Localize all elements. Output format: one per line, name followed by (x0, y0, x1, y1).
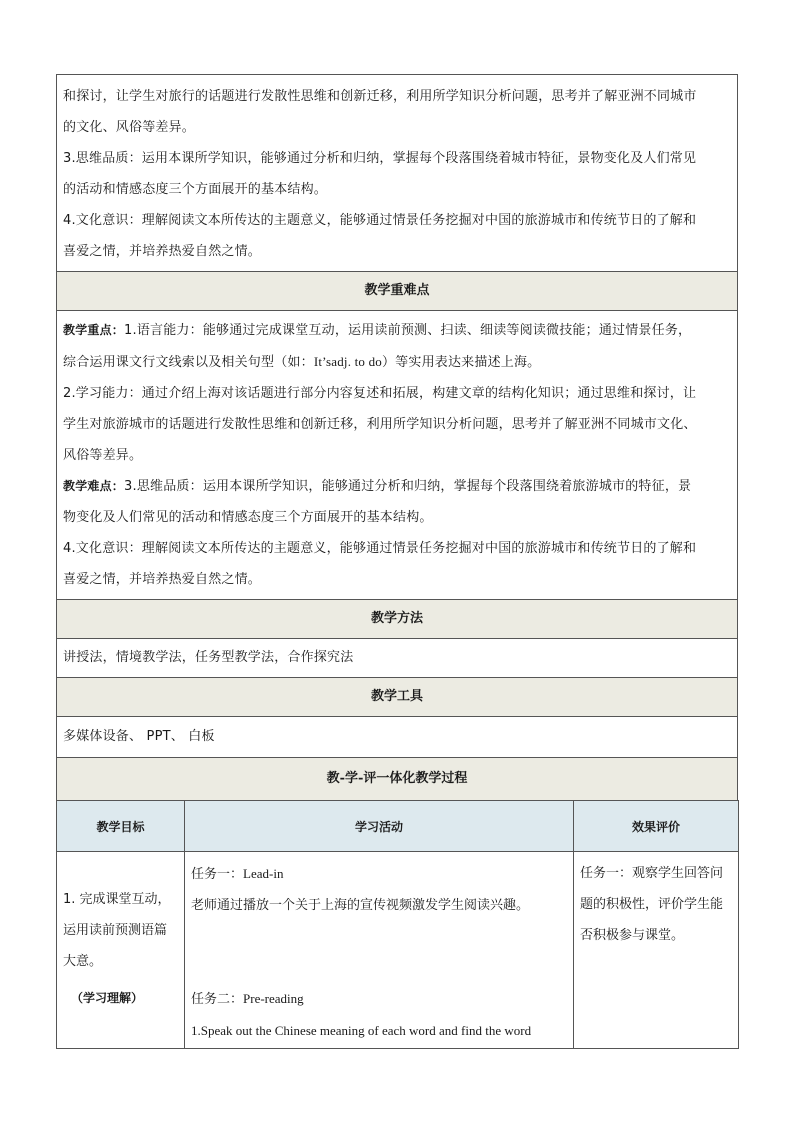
goal-tag: （学习理解） (71, 991, 144, 1005)
text-line (63, 346, 731, 378)
task1-text: 老师通过播放一个关于上海的宣传视频激发学生阅读兴趣。 (191, 898, 530, 913)
text-span: 任务一： (191, 867, 244, 882)
text-line: 大意。 (63, 954, 103, 969)
task2-title (191, 983, 567, 1015)
text-span: ）等实用表达来描述上海。 (381, 355, 541, 370)
text-span: Pre-reading (243, 991, 304, 1006)
text-span: 综合运用课文行文线索以及相关句型（如： (63, 355, 314, 370)
text-span: 3.思维品质：运用本课所学知识，能够通过分析和归纳，掌握每个段落围绕着旅游城市的特征，景 (124, 479, 692, 494)
col-eval-header: 效果评价 (574, 801, 739, 852)
text-span: 1.语言能力：能够通过完成课堂互动，运用读前预测、扫读、细读等阅读微技能；通过情景任务， (124, 323, 692, 338)
sentence-pattern: It’sadj. to do (313, 354, 382, 369)
tools-text: 多媒体设备、 PPT、 白板 (56, 716, 738, 757)
process-table (56, 800, 739, 1049)
table-row (57, 852, 739, 1049)
text-line: 2.学习能力：通过介绍上海对该话题进行部分内容复述和拓展，构建文章的结构化知识；通过思维和探讨，让 (63, 386, 697, 401)
lesson-plan-page (56, 74, 738, 1049)
text-line: 运用读前预测语篇 (63, 923, 168, 938)
text-line: 1. 完成课堂互动， (63, 892, 171, 907)
methods-text: 讲授法，情境教学法，任务型教学法，合作探究法 (56, 638, 738, 677)
text-line: 3.思维品质：运用本课所学知识，能够通过分析和归纳，掌握每个段落围绕着城市特征，景物变化及人们常见 (63, 151, 697, 166)
key-points-header: 教学重难点 (56, 271, 738, 310)
text-line: 否积极参与课堂。 (580, 928, 685, 943)
text-line: 喜爱之情，并培养热爱自然之情。 (63, 244, 262, 259)
process-header: 教-学-评一体化教学过程 (56, 757, 738, 800)
text-line: 任务一：观察学生回答问 (580, 866, 724, 881)
text-line: 的文化、风俗等差异。 (63, 120, 196, 135)
text-line: 题的积极性，评价学生能 (580, 897, 724, 912)
col-goal-header: 教学目标 (57, 801, 185, 852)
text-line: 和探讨，让学生对旅行的话题进行发散性思维和创新迁移，利用所学知识分析问题，思考并了解亚洲不同城市 (63, 89, 697, 104)
task1-title (191, 858, 567, 890)
text-span: 任务二： (191, 992, 244, 1007)
difficulty-line (63, 471, 731, 502)
text-span: Lead-in (243, 866, 284, 881)
text-line: 4.文化意识：理解阅读文本所传达的主题意义，能够通过情景任务挖掘对中国的旅游城市和传统节日的了解和 (63, 213, 697, 228)
goal-cell (57, 852, 185, 1049)
text-line: 学生对旅游城市的话题进行发散性思维和创新迁移，利用所学知识分析问题，思考并了解亚洲不同城市文化、 (63, 417, 697, 432)
objectives-continued (56, 74, 738, 271)
col-activity-header: 学习活动 (185, 801, 574, 852)
text-line: 的活动和情感态度三个方面展开的基本结构。 (63, 182, 328, 197)
task2-item: 1.Speak out the Chinese meaning of each word and find the word (191, 1023, 532, 1038)
key-points-body (56, 310, 738, 599)
text-line: 4.文化意识：理解阅读文本所传达的主题意义，能够通过情景任务挖掘对中国的旅游城市和传统节日的了解和 (63, 541, 697, 556)
text-line: 风俗等差异。 (63, 448, 143, 463)
focus-line (63, 315, 731, 346)
difficulty-label: 教学难点： (63, 479, 125, 493)
eval-cell (574, 852, 739, 1049)
tools-header: 教学工具 (56, 677, 738, 716)
focus-label: 教学重点： (63, 323, 125, 337)
methods-header: 教学方法 (56, 599, 738, 638)
activity-cell (185, 852, 574, 1049)
text-line: 喜爱之情，并培养热爱自然之情。 (63, 572, 262, 587)
text-line: 物变化及人们常见的活动和情感态度三个方面展开的基本结构。 (63, 510, 433, 525)
table-header-row (57, 801, 739, 852)
